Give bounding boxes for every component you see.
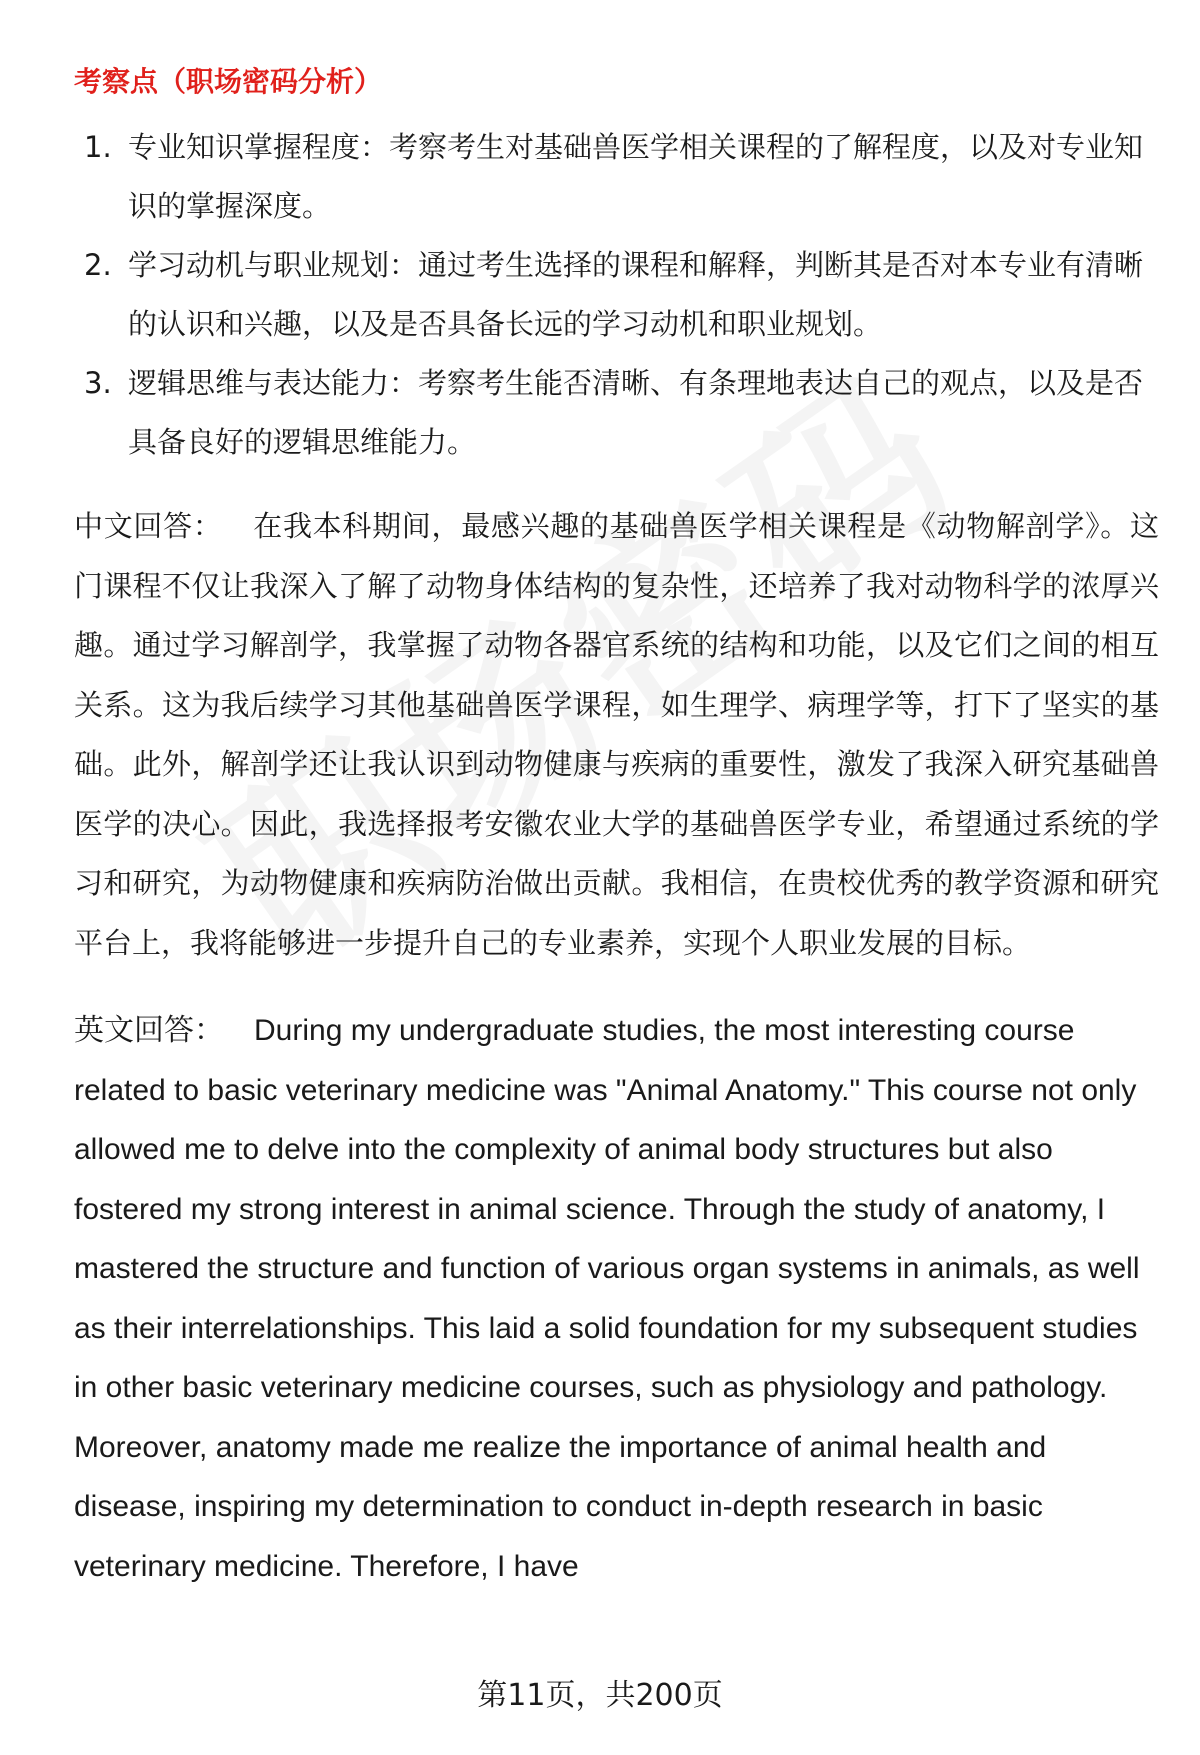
chinese-answer xyxy=(74,497,1159,973)
english-answer-label: 英文回答： xyxy=(74,1013,224,1048)
english-answer-text: During my undergraduate studies, the most interesting course related to basic veterinary medicine was "Animal Anatomy." This course not only allowed me to delve into the complexity of animal body structures but also fostered my strong interest in animal science. Through the study of anatomy, I mastered the structure and function of various organ systems in animals, as well as their interrelationships. This laid a solid foundation for my subsequent studies in other basic veterinary medicine courses, such as physiology and pathology. Moreover, anatomy made me realize the importance of animal health and disease, inspiring my determination to conduct in-depth research in basic veterinary medicine. Therefore, I have xyxy=(74,1014,1140,1583)
list-item xyxy=(74,354,1159,472)
section-title: 考察点（职场密码分析） xyxy=(74,65,383,98)
list-number: 3. xyxy=(84,366,112,400)
list-number: 1. xyxy=(84,130,112,164)
english-answer xyxy=(74,1001,1159,1596)
list-item xyxy=(74,118,1159,236)
list-number: 2. xyxy=(84,248,112,282)
chinese-answer-label: 中文回答： xyxy=(74,509,223,543)
points-list xyxy=(74,118,1159,472)
list-text: 学习动机与职业规划：通过考生选择的课程和解释，判断其是否对本专业有清晰的认识和兴趣，以及是否具备长远的学习动机和职业规划。 xyxy=(128,248,1144,341)
page-number: 第11页，共200页 xyxy=(477,1678,723,1713)
document-body xyxy=(74,58,1159,1596)
list-item xyxy=(74,236,1159,354)
list-text: 逻辑思维与表达能力：考察考生能否清晰、有条理地表达自己的观点，以及是否具备良好的逻辑思维能力。 xyxy=(128,366,1144,459)
list-text: 专业知识掌握程度：考察考生对基础兽医学相关课程的了解程度，以及对专业知识的掌握深度。 xyxy=(128,130,1144,223)
chinese-answer-text: 在我本科期间，最感兴趣的基础兽医学相关课程是《动物解剖学》。这门课程不仅让我深入了解了动物身体结构的复杂性，还培养了我对动物科学的浓厚兴趣。通过学习解剖学，我掌握了动物各器官系统的结构和功能，以及它们之间的相互关系。这为我后续学习其他基础兽医学课程，如生理学、病理学等，打下了坚实的基础。此外，解剖学还让我认识到动物健康与疾病的重要性，激发了我深入研究基础兽医学的决心。因此，我选择报考安徽农业大学的基础兽医学专业，希望通过系统的学习和研究，为动物健康和疾病防治做出贡献。我相信，在贵校优秀的教学资源和研究平台上，我将能够进一步提升自己的专业素养，实现个人职业发展的目标。 xyxy=(74,509,1159,960)
